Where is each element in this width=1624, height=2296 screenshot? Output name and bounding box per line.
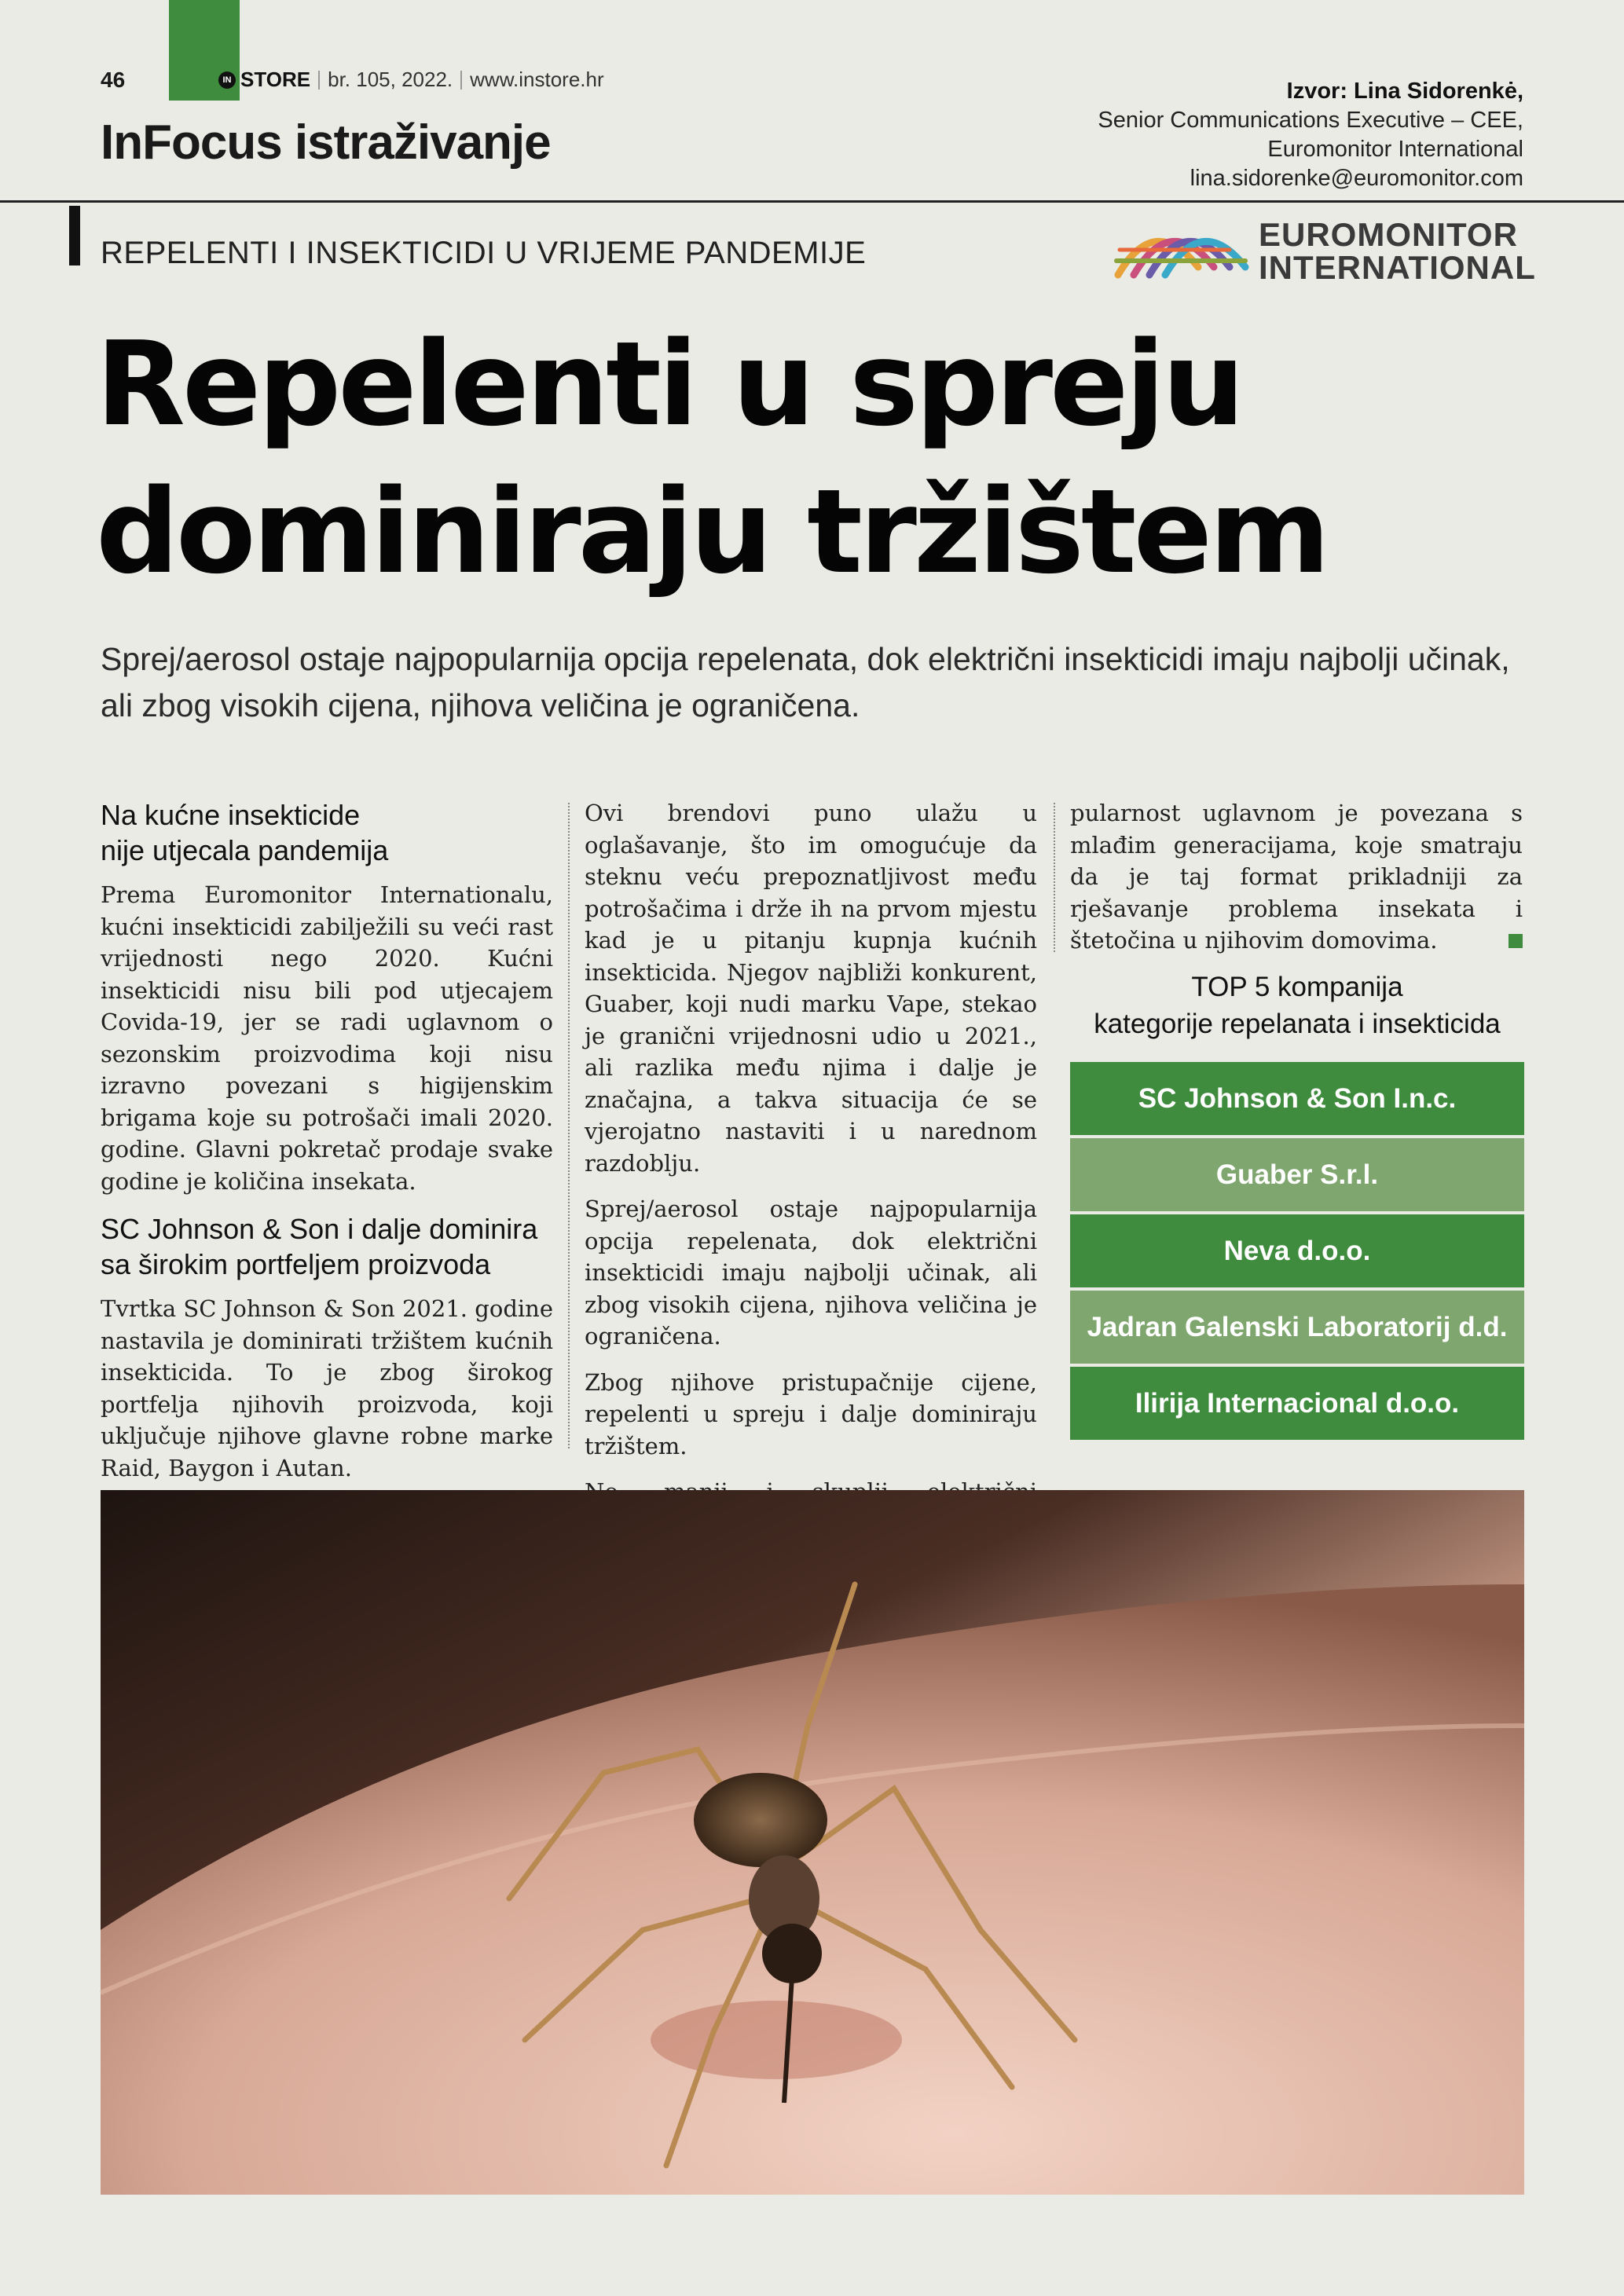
- paragraph-6-tail-text: pularnost uglavnom je povezana s mlađim generacijama, koje smatraju da je taj format prikladniji za rješavanje problema insekata i štetočina u njihovim domovima.: [1070, 800, 1523, 954]
- author-company: Euromonitor International: [1267, 137, 1523, 162]
- paragraph-5: Zbog njihove pristupačnije cijene, repelenti u spreju i dalje dominiraju tržištem.: [585, 1368, 1037, 1459]
- mosquito-photo: [101, 1490, 1524, 2195]
- instore-logo-text: STORE: [240, 68, 311, 91]
- header-divider: [0, 200, 1624, 203]
- author-role: Senior Communications Executive – CEE,: [1098, 108, 1523, 133]
- subhead-2-line-2: sa širokim portfeljem proizvoda: [101, 1248, 491, 1280]
- logo-line-1: EUROMONITOR: [1259, 216, 1518, 253]
- subhead-1-line-2: nije utjecala pandemija: [101, 834, 389, 866]
- subhead-2-line-1: SC Johnson & Son i dalje dominira: [101, 1213, 538, 1245]
- subhead-1-line-1: Na kućne insekticide: [101, 799, 361, 831]
- paragraph-6-tail: [1070, 797, 1523, 957]
- author-block: [1098, 77, 1523, 193]
- headline-line-2: dominiraju tržištem: [96, 464, 1328, 599]
- page-number: 46: [101, 68, 126, 92]
- subhead-1: [101, 797, 553, 868]
- article-headline: [96, 310, 1327, 606]
- top5-item: Guaber S.r.l.: [1070, 1138, 1524, 1211]
- article-kicker: REPELENTI I INSEKTICIDI U VRIJEME PANDEMIJE: [101, 236, 867, 270]
- author-name: Izvor: Lina Sidorenkė,: [1286, 79, 1523, 104]
- headline-line-1: Repelenti u spreju: [96, 317, 1242, 452]
- instore-logo: [218, 68, 310, 92]
- issue-number: br. 105, 2022.: [328, 68, 453, 91]
- square-end-icon: [1509, 934, 1523, 948]
- author-email[interactable]: lina.sidorenke@euromonitor.com: [1190, 166, 1523, 191]
- column-2: [585, 797, 1037, 1575]
- top5-title: [1070, 969, 1524, 1042]
- subhead-2: [101, 1211, 553, 1282]
- section-title: InFocus istraživanje: [101, 115, 551, 170]
- top5-list: [1070, 1062, 1524, 1443]
- paragraph-2: Tvrtka SC Johnson & Son 2021. godine nastavila je dominirati tržištem kućnih insekticida. To je zbog širokog portfelja njihovih proizvoda, koji uključuje njihove glavne robne marke Raid, Baygon i Autan.: [101, 1295, 553, 1481]
- paragraph-3: Ovi brendovi puno ulažu u oglašavanje, što im omogućuje da steknu veću prepoznatljivost među potrošačima i drže ih na prvom mjestu kad je u pitanju kupnja kućnih insekticida. Njegov najbliži konkurent, Guaber, koji nudi marku Vape, stekao je granični vrijednosni udio u 2021., ali razlika među njima i dalje je značajna, a takva situacija će se vjerojatno nastaviti i u narednom razdoblju.: [585, 800, 1037, 1177]
- top5-item: SC Johnson & Son I.n.c.: [1070, 1062, 1524, 1135]
- instore-logo-icon: IN: [218, 71, 236, 89]
- paragraph-4: Sprej/aerosol ostaje najpopularnija opcija repelenata, dok električni insekticidi imaju najbolji učinak, ali zbog visokih cijena, njihova veličina je ograničena.: [585, 1196, 1037, 1349]
- top5-title-line-1: TOP 5 kompanija: [1191, 972, 1403, 1002]
- separator: [460, 71, 462, 90]
- top5-item: Neva d.o.o.: [1070, 1214, 1524, 1287]
- logo-line-2: INTERNATIONAL: [1259, 249, 1536, 286]
- column-3-text: [1070, 797, 1524, 954]
- separator: [318, 71, 320, 90]
- column-divider: [1054, 803, 1055, 952]
- top5-item: Ilirija Internacional d.o.o.: [1070, 1367, 1524, 1440]
- top5-item: Jadran Galenski Laboratorij d.d.: [1070, 1291, 1524, 1364]
- top5-title-line-2: kategorije repelanata i insekticida: [1094, 1009, 1501, 1039]
- column-1: [101, 797, 553, 1484]
- column-divider: [568, 803, 570, 1448]
- euromonitor-logo-text: [1259, 218, 1536, 284]
- paragraph-1: Prema Euromonitor Internationalu, kućni insekticidi zabilježili su veći rast vrijednosti nego 2020. Kućni insekticidi nisu bili pod utjecajem Covida-19, jer se radi uglavnom o sezonskim proizvodima koji nisu izravno povezani s higijenskim brigama koje su potrošači imali 2020. godine. Glavni pokretač prodaje svake godine je količina insekata.: [101, 881, 553, 1195]
- website-link[interactable]: www.instore.hr: [470, 68, 604, 91]
- magazine-info: [218, 68, 604, 92]
- article-lead: Sprej/aerosol ostaje najpopularnija opcija repelenata, dok električni insekticidi imaju najbolji učinak, ali zbog visokih cijena, njihova veličina je ograničena.: [101, 641, 1510, 723]
- kicker-bar: [69, 206, 80, 265]
